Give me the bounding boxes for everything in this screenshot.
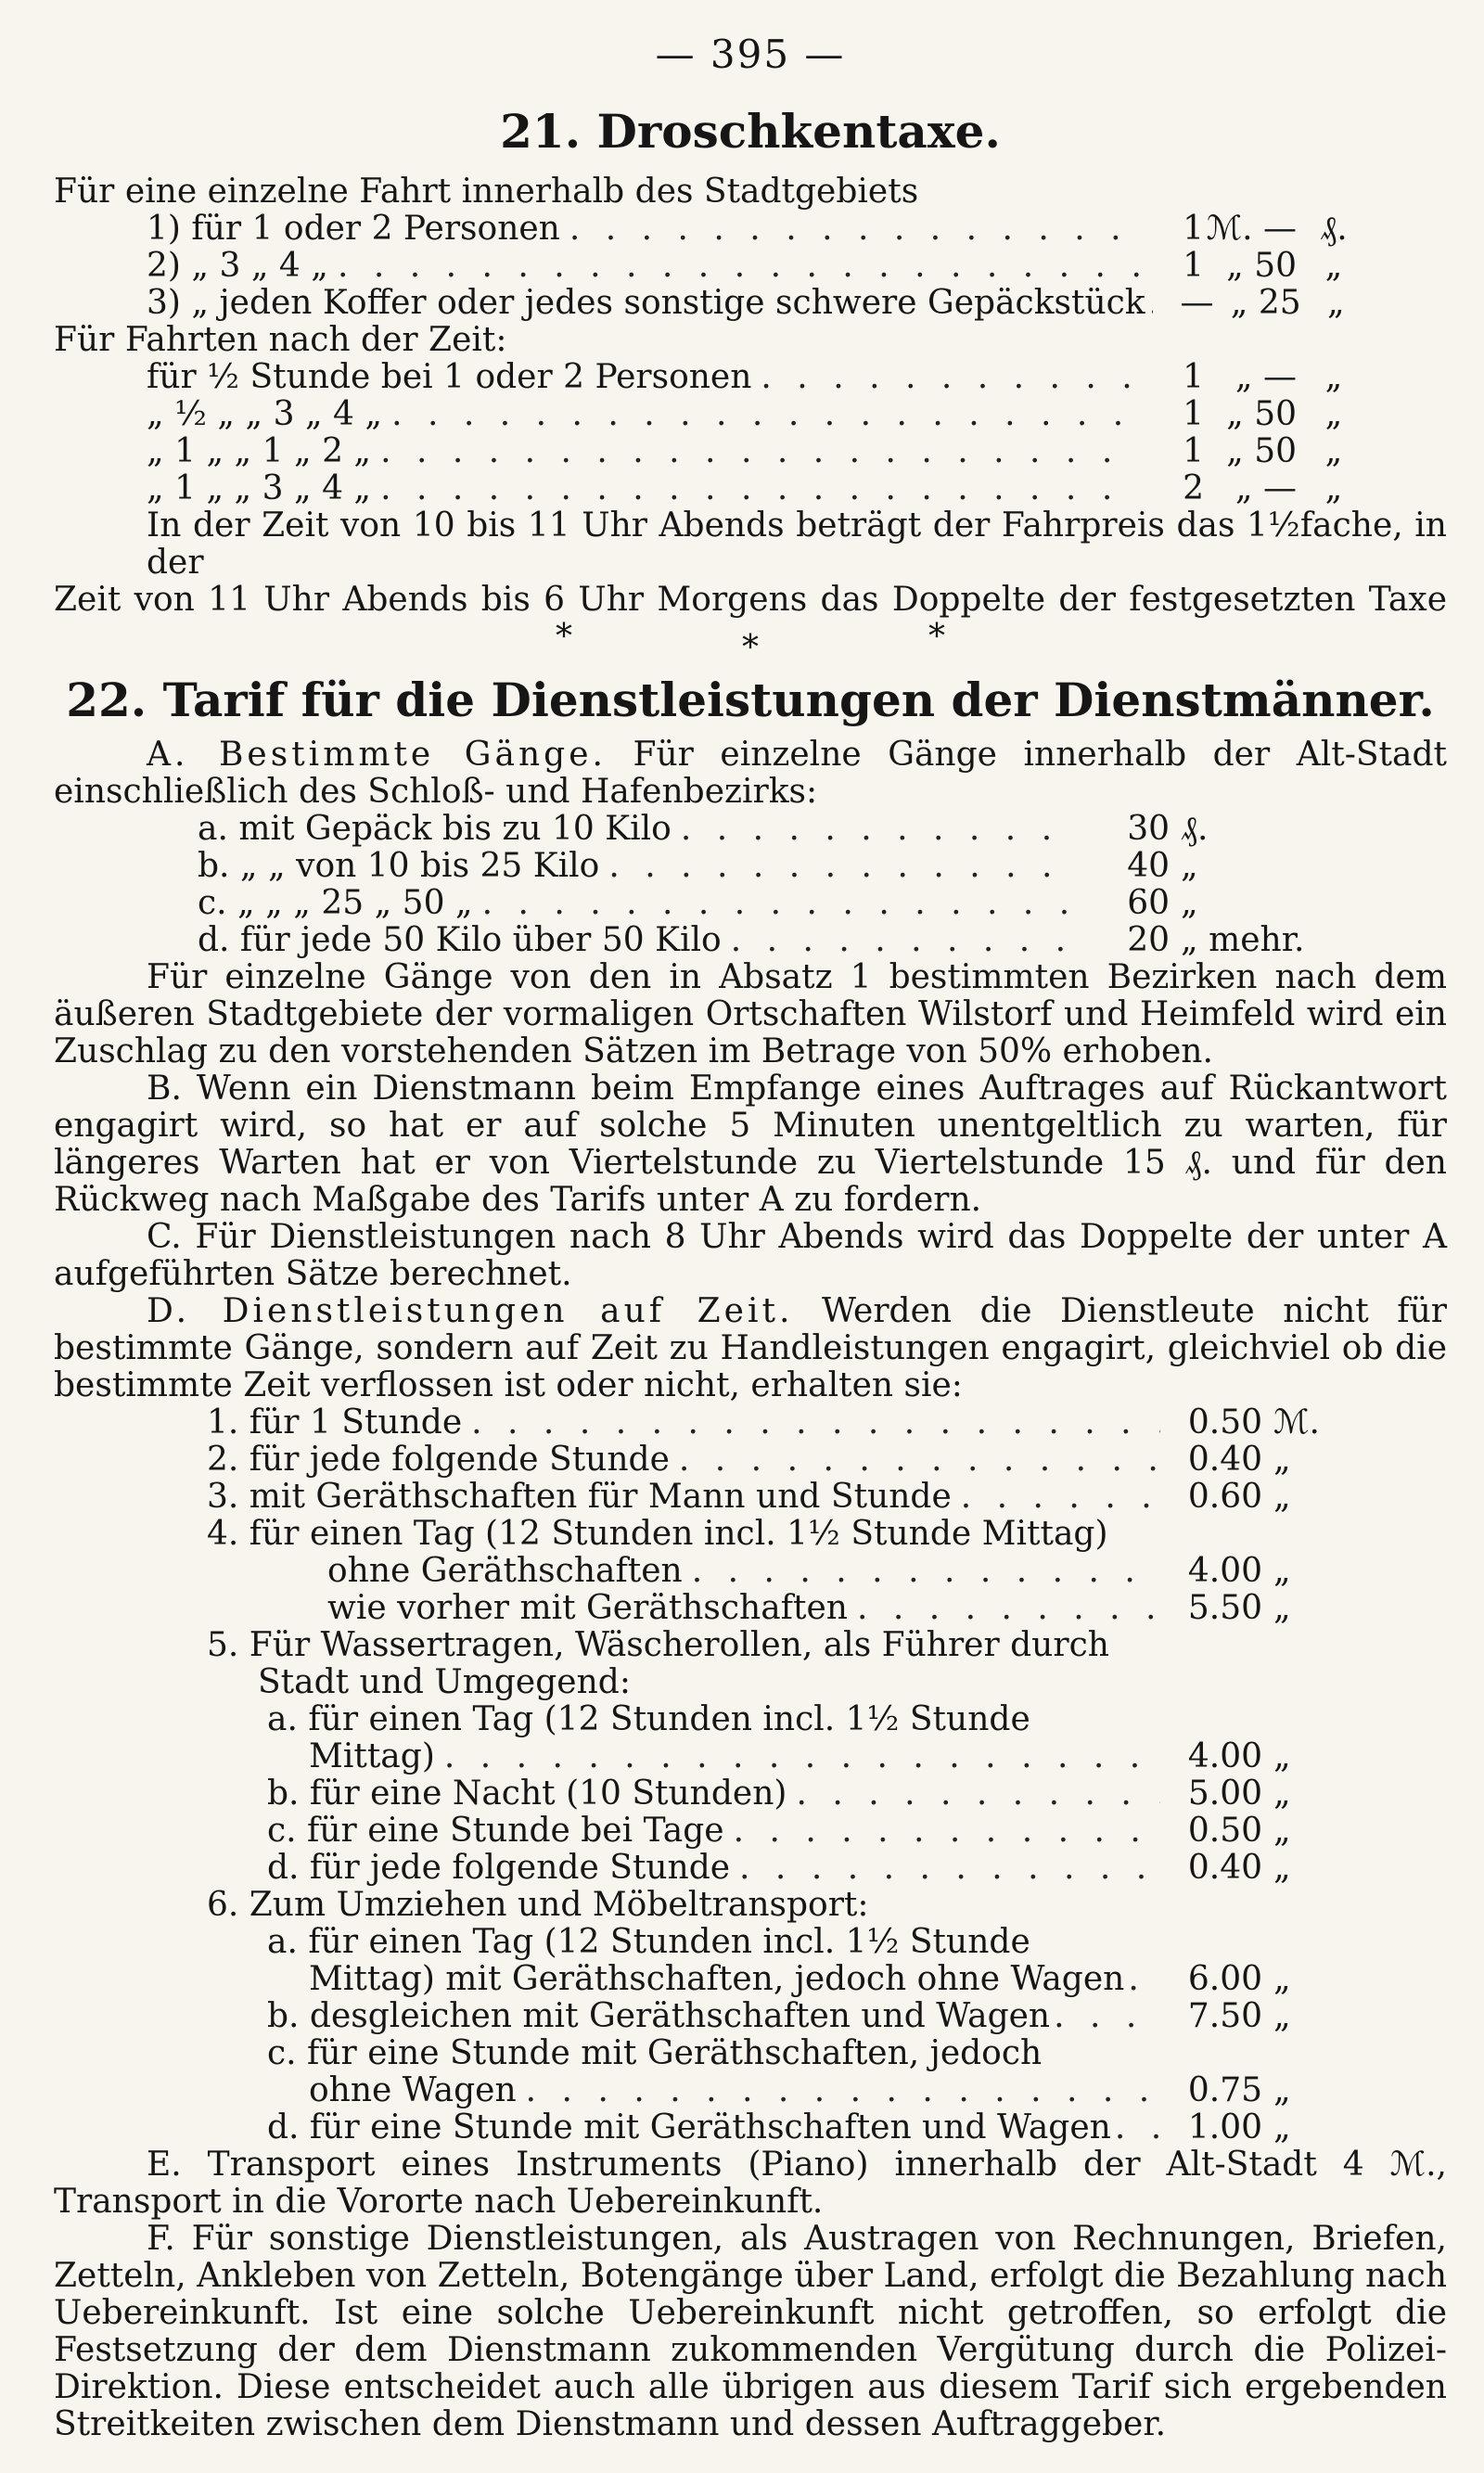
leader-dots bbox=[473, 885, 1068, 922]
service-price: 0.75 bbox=[1187, 2071, 1262, 2109]
service-row bbox=[207, 1404, 1338, 1442]
fare-row-label: „ 1 „ „ 3 „ 4 „ bbox=[147, 469, 372, 507]
section-b-paragraph bbox=[54, 1070, 1447, 1219]
fare-mark: 1 bbox=[1183, 432, 1204, 470]
section-c-paragraph bbox=[54, 1219, 1447, 1293]
service-unit: „ bbox=[1273, 1812, 1291, 1850]
section-c-text: C. Für Dienstleistungen nach 8 Uhr Abends wird das Doppelte der unter A aufgeführten Sätze berechnet. bbox=[54, 1218, 1447, 1293]
fare-pfennig: „ 50 bbox=[1226, 395, 1297, 433]
leader-dots bbox=[787, 1775, 1160, 1813]
service-price: 0.50 bbox=[1187, 1403, 1262, 1442]
errand-price: 30 bbox=[1127, 810, 1170, 848]
leader-dots bbox=[1111, 2109, 1160, 2146]
errand-row-label: b. „ „ von 10 bis 25 Kilo bbox=[198, 847, 600, 885]
service-unit: „ bbox=[1273, 1849, 1291, 1887]
section-21-intro-time: Für Fahrten nach der Zeit: bbox=[54, 321, 507, 359]
leader-dots bbox=[560, 211, 1139, 248]
leader-dots bbox=[1050, 1998, 1160, 2035]
service-price: 6.00 bbox=[1187, 1960, 1262, 1998]
service-row-label: wie vorher mit Geräthschaften bbox=[327, 1589, 848, 1627]
fare-row bbox=[147, 211, 1371, 248]
fare-mark: 1 bbox=[1183, 395, 1204, 433]
errand-unit: „ mehr. bbox=[1181, 921, 1305, 959]
service-row-label: 3. mit Geräthschaften für Mann und Stunde bbox=[207, 1478, 952, 1516]
leader-dots bbox=[382, 396, 1139, 433]
service-row bbox=[207, 1850, 1338, 1887]
section-a-heading: A. Bestimmte Gänge. bbox=[147, 736, 607, 774]
service-row-label: ohne Wagen bbox=[309, 2071, 517, 2109]
fare-unit: „ bbox=[1324, 395, 1343, 433]
section-d-paragraph bbox=[54, 1293, 1447, 1404]
fare-row bbox=[147, 470, 1371, 507]
service-price: 0.40 bbox=[1187, 1441, 1262, 1479]
service-unit: „ bbox=[1273, 1997, 1291, 2035]
section-e-text: E. Transport eines Instruments (Piano) innerhalb der Alt-Stadt 4 ℳ., Transport in die Vororte nach Uebereinkunft. bbox=[54, 2146, 1447, 2221]
separator-star: * bbox=[556, 618, 572, 656]
service-row-label: 1. für 1 Stunde bbox=[207, 1403, 463, 1442]
section-b-text: B. Wenn ein Dienstmann beim Empfange eines Auftrages auf Rückantwort engagirt wird, so hat er auf solche 5 Minuten unentgeltlich zu warten, für längeres Warten hat er von Viertelstunde zu Viertelstunde 15 ₰. und für den Rückweg nach Maßgabe des Tarifs unter A zu fordern. bbox=[54, 1070, 1447, 1219]
section-f-paragraph bbox=[54, 2221, 1447, 2443]
fare-unit: „ bbox=[1324, 247, 1343, 285]
fare-row-label: 1) für 1 oder 2 Personen bbox=[147, 210, 560, 248]
fare-row bbox=[147, 285, 1371, 322]
leader-dots bbox=[328, 248, 1139, 285]
section-22-title: 22. Tarif für die Dienstleistungen der Dienstmänner. bbox=[66, 673, 1435, 727]
leader-dots bbox=[371, 470, 1139, 507]
section-a-paragraph bbox=[54, 737, 1447, 811]
service-price: 7.50 bbox=[1187, 1997, 1262, 2035]
service-row-label: Mittag) mit Geräthschaften, jedoch ohne Wagen bbox=[309, 1960, 1125, 1998]
fare-pfennig: „ — bbox=[1235, 358, 1297, 396]
service-item-4-heading: 4. für einen Tag (12 Stunden incl. 1½ Stunde Mittag) bbox=[207, 1515, 1108, 1553]
fare-unit: „ bbox=[1324, 358, 1343, 396]
fare-table-persons bbox=[147, 211, 1371, 322]
fare-mark: — bbox=[1180, 284, 1214, 322]
fare-row-label: 3) „ jeden Koffer oder jedes sonstige schwere Gepäckstück bbox=[147, 284, 1145, 322]
fare-mark: 1 bbox=[1183, 247, 1204, 285]
service-price: 4.00 bbox=[1187, 1737, 1262, 1775]
errand-unit: ₰. bbox=[1181, 810, 1209, 848]
fare-pfennig: „ 25 bbox=[1230, 284, 1301, 322]
section-21-title: 21. Droschkentaxe. bbox=[500, 104, 1001, 159]
service-unit: „ bbox=[1273, 1960, 1291, 1998]
service-unit: „ bbox=[1273, 1737, 1291, 1775]
service-price: 0.40 bbox=[1187, 1849, 1262, 1887]
leader-dots bbox=[435, 1738, 1160, 1775]
night-fare-note-line1: In der Zeit von 10 bis 11 Uhr Abends beträgt der Fahrpreis das 1½fache, in der bbox=[147, 506, 1447, 582]
service-unit: „ bbox=[1273, 1589, 1291, 1627]
service-item-5a-heading: a. für einen Tag (12 Stunden incl. 1½ Stunde bbox=[267, 1700, 1030, 1738]
service-item-6-heading: 6. Zum Umziehen und Möbeltransport: bbox=[207, 1886, 869, 1924]
section-f-text: F. Für sonstige Dienstleistungen, als Austragen von Rechnungen, Briefen, Zetteln, Ankleben von Zetteln, Botengänge über Land, erfolgt die Bezahlung nach Uebereinkunft. Ist eine solche Uebereinkunft nicht getroffen, so erfolgt die Festsetzung der dem Dienstmann zukommenden Vergütung durch die Polizei-Direktion. Diese entscheidet auch alle übrigen aus diesem Tarif sich ergebenden Streitkeiten zwischen dem Dienstmann und dessen Auftraggeber. bbox=[54, 2220, 1447, 2443]
separator-star: * bbox=[742, 629, 759, 667]
night-fare-note-line2: Zeit von 11 Uhr Abends bis 6 Uhr Morgens das Doppelte der festgesetzten Taxe bbox=[54, 581, 1447, 619]
leader-dots bbox=[848, 1590, 1160, 1627]
service-item-6c-heading: c. für eine Stunde mit Geräthschaften, jedoch bbox=[267, 2034, 1043, 2072]
service-row-label: d. für eine Stunde mit Geräthschaften und Wagen bbox=[267, 2108, 1111, 2146]
service-item-5-heading: 5. Für Wassertragen, Wäscherollen, als Führer durch bbox=[207, 1626, 1109, 1664]
fare-row-label: für ½ Stunde bei 1 oder 2 Personen bbox=[147, 358, 752, 396]
errand-price: 60 bbox=[1127, 884, 1170, 922]
service-unit: ℳ. bbox=[1273, 1403, 1320, 1442]
service-unit: „ bbox=[1273, 1552, 1291, 1590]
service-row-label: d. für jede folgende Stunde bbox=[267, 1849, 731, 1887]
service-row bbox=[207, 1479, 1338, 1516]
leader-dots bbox=[517, 2072, 1160, 2109]
section-a-text: Für einzelne Gänge innerhalb der Alt-Stadt einschließlich des Schloß- und Hafenbezirks: bbox=[54, 736, 1447, 811]
fare-row-label: 2) „ 3 „ 4 „ bbox=[147, 247, 328, 285]
service-row-label: b. desgleichen mit Geräthschaften und Wagen bbox=[267, 1997, 1051, 2035]
errand-row bbox=[198, 848, 1311, 885]
fare-mark: 1 bbox=[1183, 210, 1204, 248]
service-price: 0.50 bbox=[1187, 1812, 1262, 1850]
fare-row-label: „ 1 „ „ 1 „ 2 „ bbox=[147, 432, 372, 470]
service-price: 5.00 bbox=[1187, 1775, 1262, 1813]
leader-dots bbox=[722, 922, 1068, 959]
service-row-label: 2. für jede folgende Stunde bbox=[207, 1441, 670, 1479]
leader-dots bbox=[670, 1442, 1160, 1479]
leader-dots bbox=[371, 433, 1139, 470]
surcharge-text: Für einzelne Gänge von den in Absatz 1 bestimmten Bezirken nach dem äußeren Stadtgebiete der vormaligen Ortschaften Wilstorf und Heimfeld wird ein Zuschlag zu den vorstehenden Sätzen im Betrage von 50% erhoben. bbox=[54, 958, 1447, 1070]
leader-dots bbox=[1124, 1961, 1160, 1998]
fare-pfennig: „ 50 bbox=[1226, 432, 1297, 470]
service-price: 5.50 bbox=[1187, 1589, 1262, 1627]
section-21-intro: Für eine einzelne Fahrt innerhalb des Stadtgebiets bbox=[54, 173, 919, 211]
service-row-label: Mittag) bbox=[309, 1737, 435, 1775]
service-unit: „ bbox=[1273, 1441, 1291, 1479]
fare-row bbox=[147, 359, 1371, 396]
fare-pfennig: „ 50 bbox=[1226, 247, 1297, 285]
leader-dots bbox=[724, 1813, 1160, 1850]
service-price: 0.60 bbox=[1187, 1478, 1262, 1516]
service-row bbox=[207, 1442, 1338, 1479]
section-d-text: Werden die Dienstleute nicht für bestimmte Gänge, sondern auf Zeit zu Handleistungen engagirt, gleichviel ob die bestimmte Zeit verflossen ist oder nicht, erhalten sie: bbox=[54, 1292, 1447, 1404]
errand-row-label: a. mit Gepäck bis zu 10 Kilo bbox=[198, 810, 672, 848]
errand-row bbox=[198, 811, 1311, 848]
time-service-table bbox=[207, 1404, 1338, 2146]
surcharge-paragraph bbox=[54, 959, 1447, 1070]
service-unit: „ bbox=[1273, 1478, 1291, 1516]
leader-dots bbox=[730, 1850, 1160, 1887]
leader-dots bbox=[599, 848, 1068, 885]
leader-dots bbox=[683, 1553, 1160, 1590]
errand-unit: „ bbox=[1181, 847, 1198, 885]
service-row bbox=[207, 1813, 1338, 1850]
fare-row bbox=[147, 396, 1371, 433]
section-separator bbox=[556, 618, 945, 667]
fare-unit: „ bbox=[1324, 432, 1343, 470]
service-row bbox=[207, 1961, 1338, 1998]
fare-row bbox=[147, 433, 1371, 470]
service-row bbox=[207, 2109, 1338, 2146]
service-row bbox=[207, 1775, 1338, 1813]
service-row bbox=[207, 1590, 1338, 1627]
service-row bbox=[207, 1553, 1338, 1590]
errand-price: 40 bbox=[1127, 847, 1170, 885]
service-row-label: c. für eine Stunde bei Tage bbox=[267, 1812, 724, 1850]
service-row bbox=[207, 1998, 1338, 2035]
fare-mark: 1 bbox=[1183, 358, 1204, 396]
fare-unit: ₰. bbox=[1320, 210, 1348, 248]
separator-star: * bbox=[928, 618, 945, 656]
section-d-heading: D. Dienstleistungen auf Zeit. bbox=[147, 1292, 794, 1330]
fare-row-label: „ ½ „ „ 3 „ 4 „ bbox=[147, 395, 383, 433]
service-price: 1.00 bbox=[1187, 2108, 1262, 2146]
leader-dots bbox=[462, 1404, 1160, 1442]
errand-table bbox=[198, 811, 1311, 959]
service-item-6a-heading: a. für einen Tag (12 Stunden incl. 1½ Stunde bbox=[267, 1923, 1030, 1961]
fare-unit: „ bbox=[1324, 469, 1343, 507]
service-unit: „ bbox=[1273, 1775, 1291, 1813]
fare-pfennig: ℳ. — bbox=[1206, 210, 1297, 248]
errand-row-label: c. „ „ „ 25 „ 50 „ bbox=[198, 884, 473, 922]
service-row bbox=[207, 1738, 1338, 1775]
leader-dots bbox=[751, 359, 1139, 396]
service-row bbox=[207, 2072, 1338, 2109]
fare-pfennig: „ — bbox=[1235, 469, 1297, 507]
fare-mark: 2 bbox=[1183, 469, 1204, 507]
page-number: — 395 — bbox=[655, 32, 846, 77]
leader-dots bbox=[672, 811, 1068, 848]
service-item-5-heading-cont: Stadt und Umgegend: bbox=[258, 1663, 631, 1701]
errand-price: 20 bbox=[1127, 921, 1170, 959]
leader-dots bbox=[1145, 285, 1153, 322]
service-unit: „ bbox=[1273, 2071, 1291, 2109]
errand-unit: „ bbox=[1181, 884, 1198, 922]
leader-dots bbox=[952, 1479, 1160, 1516]
errand-row bbox=[198, 885, 1311, 922]
service-price: 4.00 bbox=[1187, 1552, 1262, 1590]
service-row-label: ohne Geräthschaften bbox=[327, 1552, 683, 1590]
errand-row-label: d. für jede 50 Kilo über 50 Kilo bbox=[198, 921, 722, 959]
service-row-label: b. für eine Nacht (10 Stunden) bbox=[267, 1775, 787, 1813]
fare-row bbox=[147, 248, 1371, 285]
fare-table-time bbox=[147, 359, 1371, 507]
fare-unit: „ bbox=[1327, 284, 1345, 322]
service-unit: „ bbox=[1273, 2108, 1291, 2146]
section-e-paragraph bbox=[54, 2146, 1447, 2221]
errand-row bbox=[198, 922, 1311, 959]
